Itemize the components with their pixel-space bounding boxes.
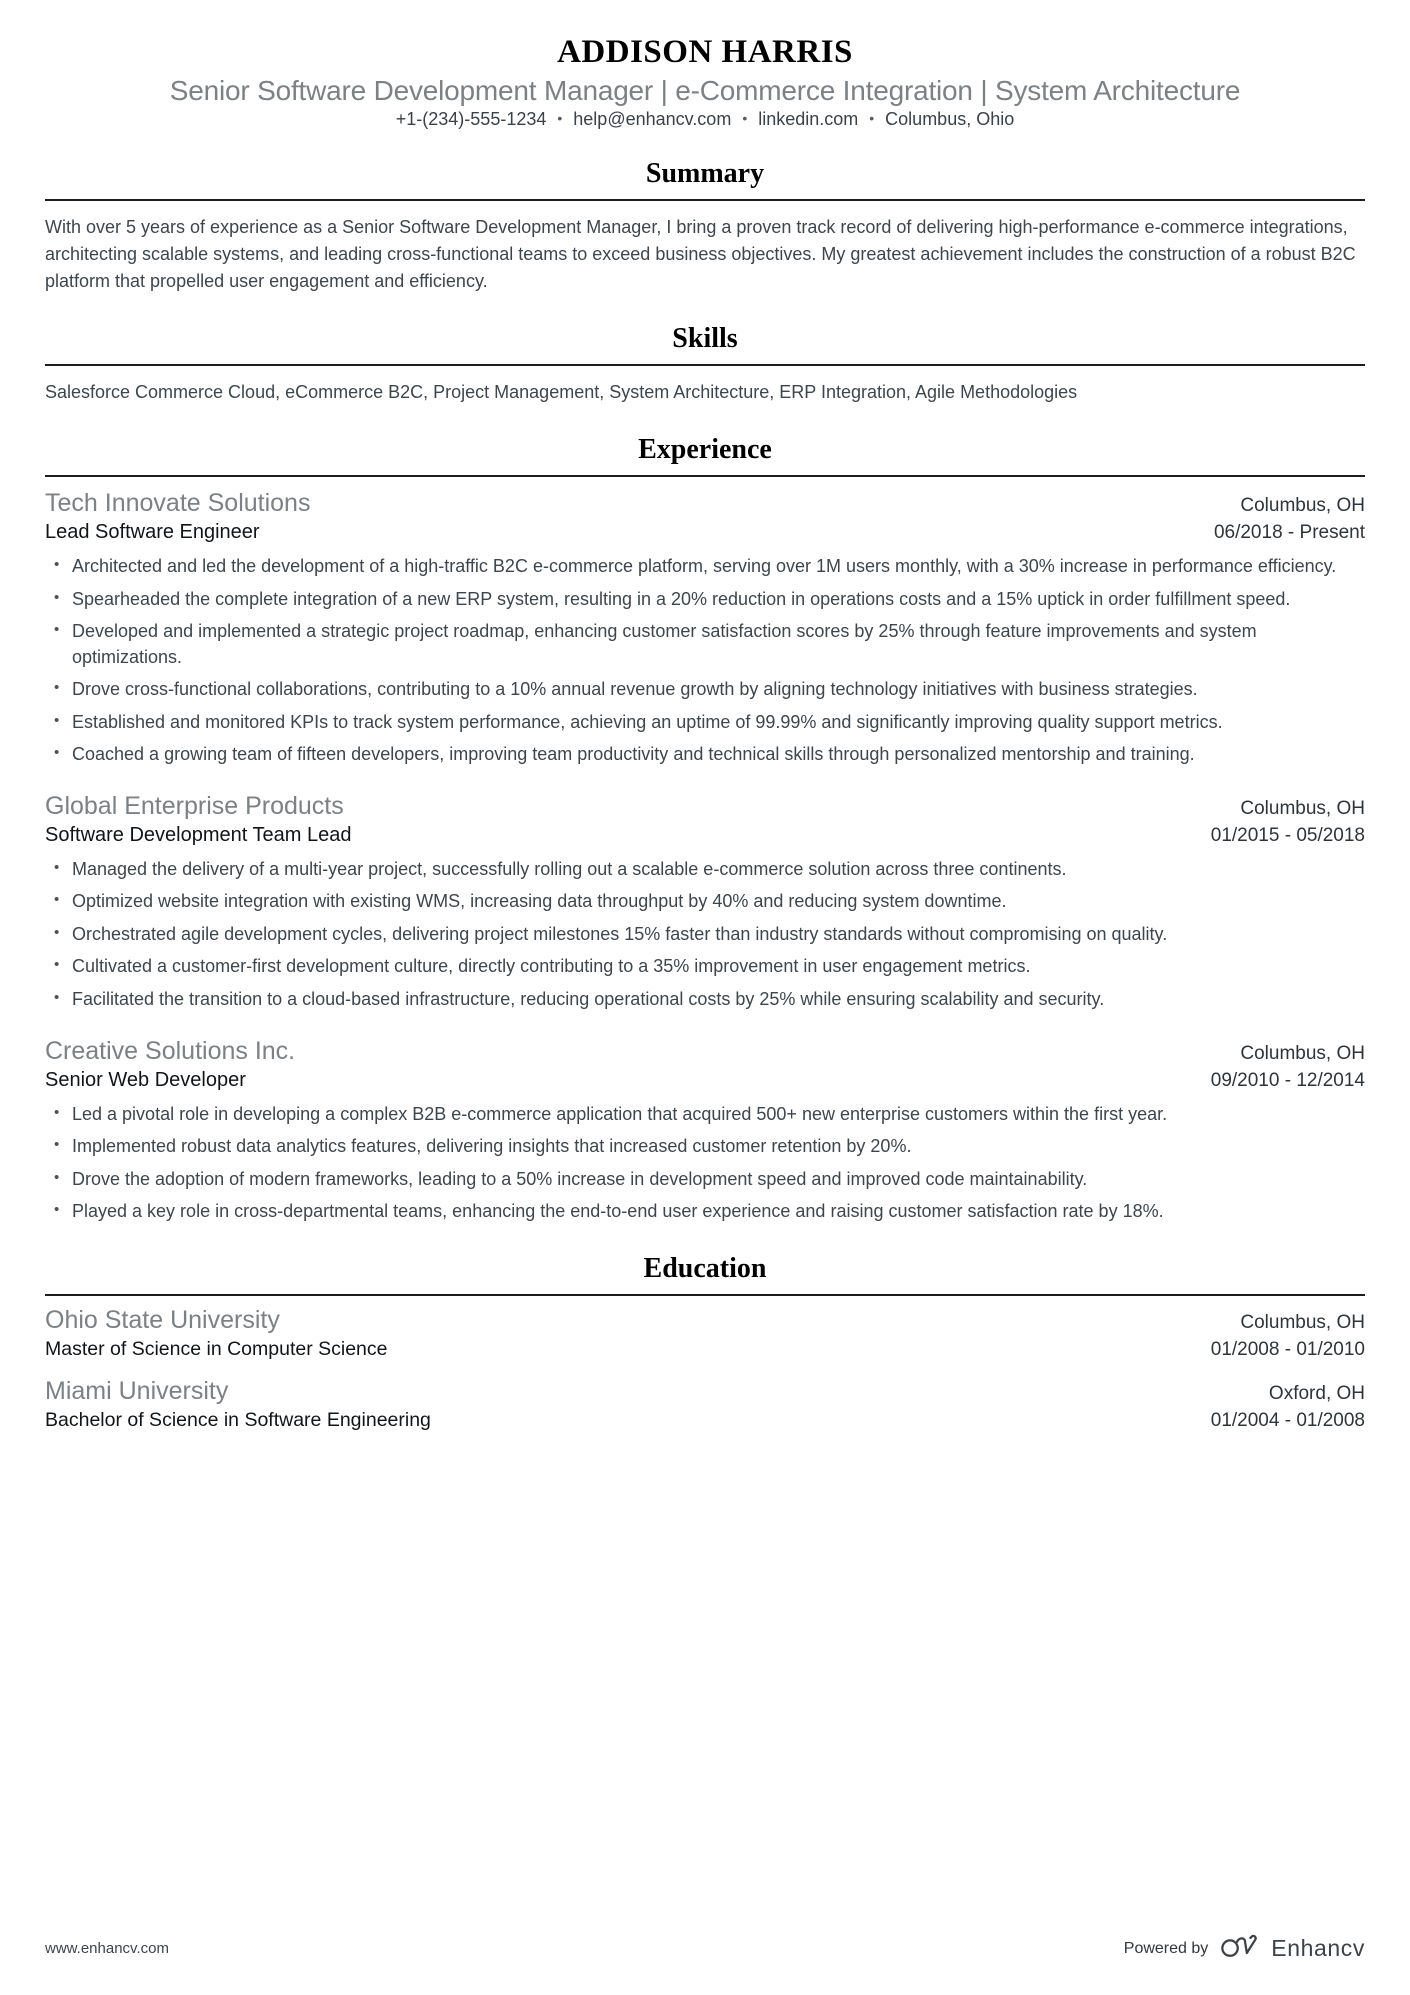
bullet-item: • Orchestrated agile development cycles, delivering project milestones 15% faster than industry standards without compromising on quality. (45, 922, 1365, 948)
section-divider (45, 475, 1365, 477)
degree-dates: 01/2004 - 01/2008 (1210, 1409, 1365, 1431)
job-bullet-list (45, 857, 1365, 1013)
skills-list: Salesforce Commerce Cloud, eCommerce B2C, Project Management, System Architecture, ERP Integration, Agile Methodologies (45, 382, 1078, 402)
bullet-item: • Drove cross-functional collaborations, contributing to a 10% annual revenue growth by aligning technology initiatives with business strategies. (45, 677, 1365, 703)
resume-header (45, 34, 1365, 130)
candidate-headline: Senior Software Development Manager | e-Commerce Integration | System Architecture (169, 75, 1241, 106)
section-divider (45, 364, 1365, 366)
powered-by-label: Powered by (1123, 1939, 1209, 1957)
experience-heading: Experience (638, 434, 772, 465)
job-title: Lead Software Engineer (45, 521, 260, 543)
section-divider (45, 199, 1365, 201)
company-name: Global Enterprise Products (45, 791, 344, 820)
section-education (45, 1253, 1365, 1432)
contact-email: • help@enhancv.com (546, 109, 731, 130)
bullet-item: • Cultivated a customer-first development culture, directly contributing to a 35% improvement in user engagement metrics. (45, 954, 1365, 980)
bullet-item: • Optimized website integration with existing WMS, increasing data throughput by 40% and reducing system downtime. (45, 889, 1365, 915)
powered-by-badge (1124, 1932, 1365, 1965)
contact-location: • Columbus, Ohio (858, 109, 1014, 130)
job-dates: 09/2010 - 12/2014 (1210, 1069, 1365, 1091)
school-name: Miami University (45, 1376, 229, 1405)
experience-entry (45, 1037, 1365, 1225)
education-heading: Education (643, 1252, 767, 1284)
bullet-item: • Led a pivotal role in developing a complex B2B e-commerce application that acquired 500+ new enterprise customers within the first year. (45, 1102, 1365, 1128)
bullet-item: • Drove the adoption of modern frameworks, leading to a 50% increase in development speed and improved code maintainability. (45, 1167, 1365, 1193)
skills-heading: Skills (672, 323, 738, 354)
company-name: Creative Solutions Inc. (45, 1036, 296, 1065)
bullet-item: • Architected and led the development of a high-traffic B2C e-commerce platform, serving over 1M users monthly, with a 30% increase in performance efficiency. (45, 554, 1365, 580)
job-location: Columbus, OH (1240, 1042, 1365, 1064)
candidate-name: ADDISON HARRIS (557, 34, 853, 70)
section-skills (45, 323, 1365, 406)
experience-entry (45, 792, 1365, 1013)
education-entry (45, 1377, 1365, 1432)
bullet-item: • Managed the delivery of a multi-year project, successfully rolling out a scalable e-commerce solution across three continents. (45, 857, 1365, 883)
job-title: Software Development Team Lead (45, 823, 352, 846)
job-bullet-list (45, 554, 1365, 768)
education-entry (45, 1306, 1365, 1361)
job-location: Columbus, OH (1240, 797, 1365, 819)
enhancv-logo-icon (1219, 1932, 1260, 1965)
section-summary (45, 158, 1365, 295)
degree-name: Master of Science in Computer Science (45, 1337, 388, 1360)
job-dates: 06/2018 - Present (1213, 522, 1365, 543)
school-location: Oxford, OH (1268, 1382, 1365, 1404)
bullet-item: • Coached a growing team of fifteen developers, improving team productivity and technical skills through personalized mentorship and training. (45, 742, 1365, 768)
degree-name: Bachelor of Science in Software Engineering (45, 1408, 431, 1431)
section-divider (45, 1294, 1365, 1296)
company-name: Tech Innovate Solutions (45, 489, 311, 517)
contact-bar (45, 109, 1365, 130)
school-location: Columbus, OH (1240, 1311, 1365, 1333)
summary-text: With over 5 years of experience as a Senior Software Development Manager, I bring a proven track record of delivering high-performance e-commerce integrations, architecting scalable systems, and leading cross-functional teams to exceed business objectives. My greatest achievement includes the construction of a robust B2C platform that propelled user engagement and efficiency. (45, 217, 1356, 291)
job-location: Columbus, OH (1240, 495, 1365, 516)
bullet-item: • Developed and implemented a strategic project roadmap, enhancing customer satisfaction scores by 25% through feature improvements and system optimizations. (45, 619, 1365, 670)
contact-phone: +1-(234)-555-1234 (395, 109, 547, 129)
bullet-item: • Facilitated the transition to a cloud-based infrastructure, reducing operational costs by 25% while ensuring scalability and security. (45, 987, 1365, 1013)
bullet-item: • Played a key role in cross-departmental teams, enhancing the end-to-end user experience and raising customer satisfaction rate by 18%. (45, 1199, 1365, 1225)
enhancv-brand-name: Enhancv (1271, 1935, 1365, 1961)
degree-dates: 01/2008 - 01/2010 (1210, 1338, 1365, 1360)
bullet-item: • Implemented robust data analytics features, delivering insights that increased customer retention by 20%. (45, 1134, 1365, 1160)
job-bullet-list (45, 1102, 1365, 1225)
experience-entry (45, 489, 1365, 768)
school-name: Ohio State University (45, 1305, 280, 1334)
job-title: Senior Web Developer (45, 1068, 246, 1091)
page-footer (45, 1932, 1365, 1965)
contact-linkedin: • linkedin.com (731, 109, 858, 130)
section-experience (45, 434, 1365, 1225)
summary-heading: Summary (645, 158, 765, 189)
bullet-item: • Spearheaded the complete integration of a new ERP system, resulting in a 20% reduction in operations costs and a 15% uptick in order fulfillment speed. (45, 587, 1365, 613)
job-dates: 01/2015 - 05/2018 (1210, 824, 1365, 846)
bullet-item: • Established and monitored KPIs to track system performance, achieving an uptime of 99.99% and significantly improving quality support metrics. (45, 710, 1365, 736)
footer-website: www.enhancv.com (45, 1940, 169, 1957)
